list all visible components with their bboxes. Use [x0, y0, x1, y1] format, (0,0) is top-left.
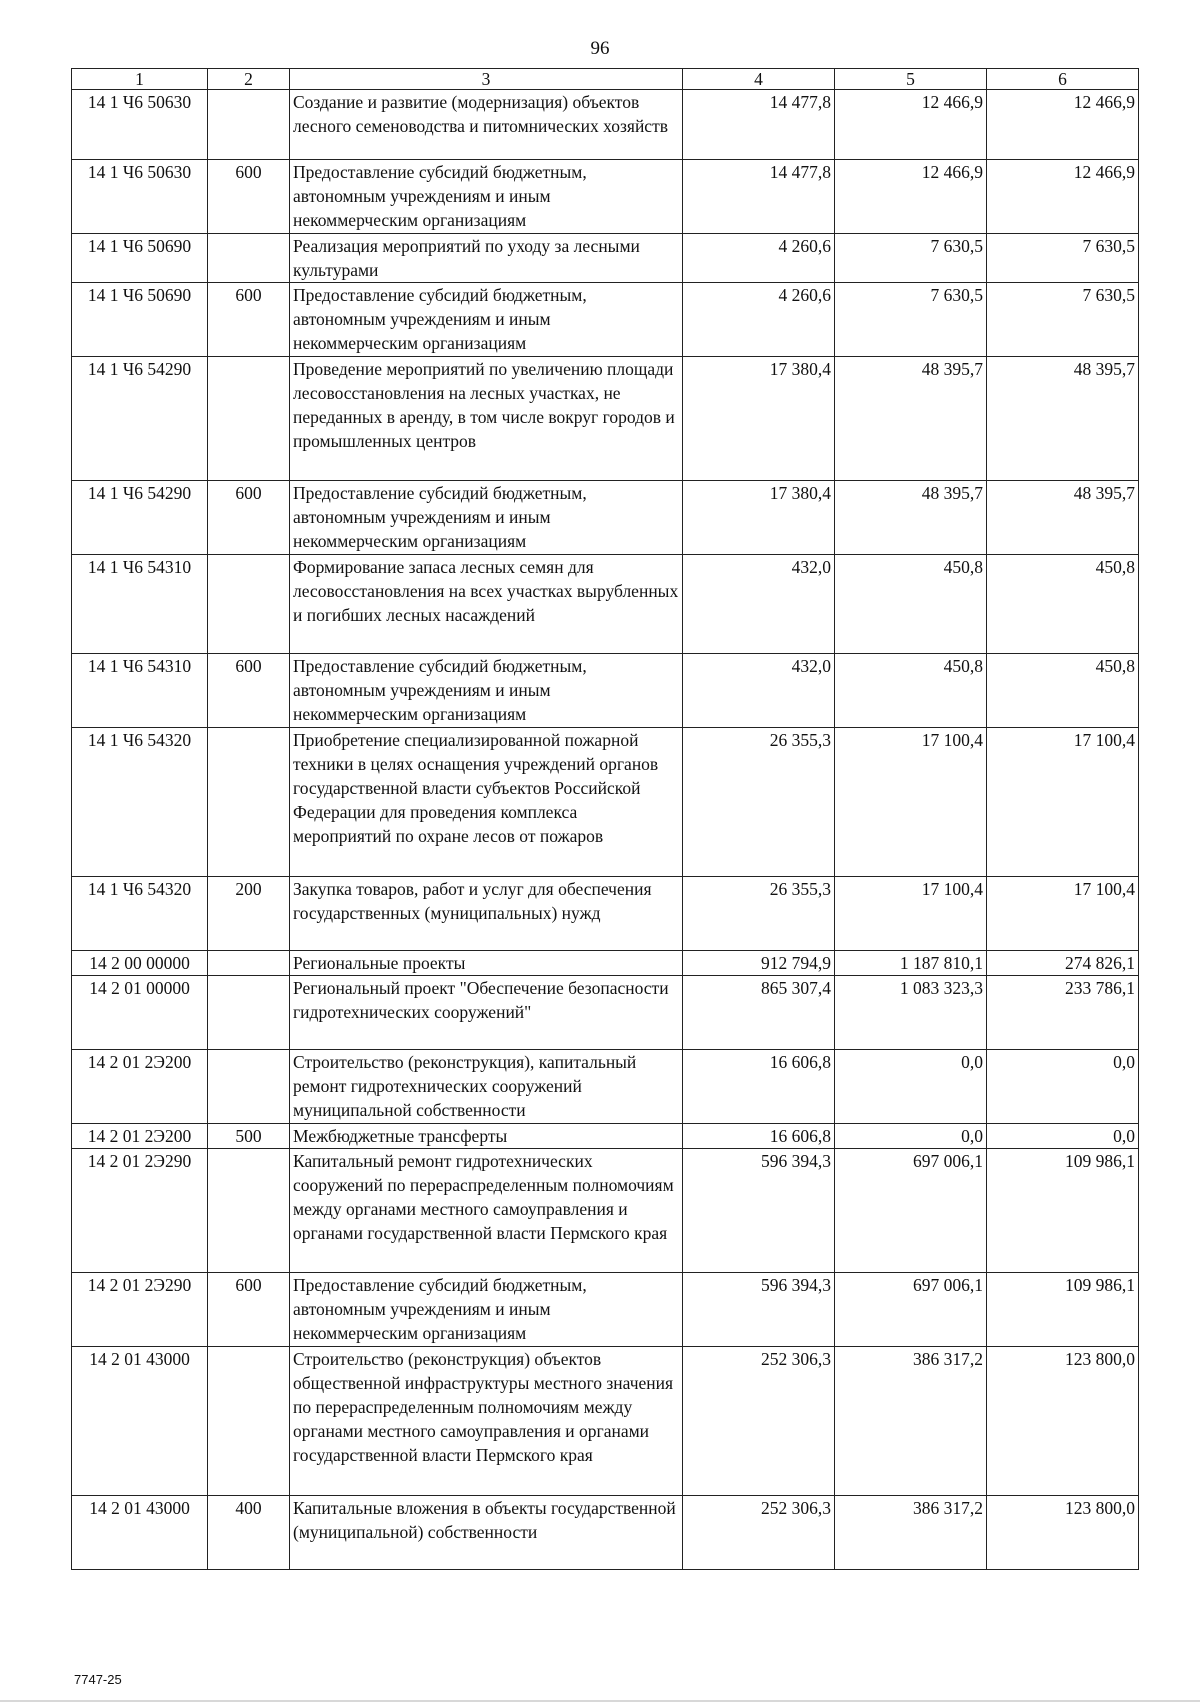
- table-row: [72, 1050, 1139, 1124]
- expense-type-cell: [208, 555, 290, 654]
- amount-cell: 17 380,4: [683, 357, 835, 481]
- amount-cell: 17 100,4: [987, 877, 1139, 951]
- amount-cell: 26 355,3: [683, 728, 835, 877]
- amount-cell: 596 394,3: [683, 1149, 835, 1273]
- expense-code-cell: 14 2 01 43000: [72, 1496, 208, 1570]
- amount-cell: 12 466,9: [987, 160, 1139, 234]
- table-row: [72, 1149, 1139, 1273]
- expense-type-cell: 400: [208, 1496, 290, 1570]
- expense-code-cell: 14 2 01 2Э290: [72, 1273, 208, 1347]
- expense-code-cell: 14 1 Ч6 54290: [72, 481, 208, 555]
- amount-cell: 123 800,0: [987, 1496, 1139, 1570]
- expense-type-cell: 600: [208, 654, 290, 728]
- table-row: [72, 1124, 1139, 1149]
- amount-cell: 17 100,4: [987, 728, 1139, 877]
- table-row: [72, 1273, 1139, 1347]
- amount-cell: 386 317,2: [835, 1347, 987, 1496]
- amount-cell: 697 006,1: [835, 1273, 987, 1347]
- table-row: [72, 654, 1139, 728]
- expense-code-cell: 14 1 Ч6 50630: [72, 160, 208, 234]
- description-cell: Капитальные вложения в объекты государственной (муниципальной) собственности: [290, 1496, 683, 1570]
- expense-code-cell: 14 1 Ч6 54290: [72, 357, 208, 481]
- expense-type-cell: 600: [208, 1273, 290, 1347]
- expense-type-cell: [208, 234, 290, 283]
- amount-cell: 0,0: [987, 1124, 1139, 1149]
- amount-cell: 1 083 323,3: [835, 976, 987, 1050]
- amount-cell: 1 187 810,1: [835, 951, 987, 976]
- amount-cell: 17 100,4: [835, 728, 987, 877]
- amount-cell: 16 606,8: [683, 1050, 835, 1124]
- table-row: [72, 357, 1139, 481]
- table-row: [72, 555, 1139, 654]
- description-cell: Закупка товаров, работ и услуг для обеспечения государственных (муниципальных) нужд: [290, 877, 683, 951]
- amount-cell: 4 260,6: [683, 234, 835, 283]
- expense-type-cell: 600: [208, 283, 290, 357]
- amount-cell: 450,8: [835, 654, 987, 728]
- description-cell: Межбюджетные трансферты: [290, 1124, 683, 1149]
- expense-type-cell: [208, 976, 290, 1050]
- amount-cell: 450,8: [987, 555, 1139, 654]
- expense-code-cell: 14 2 01 2Э200: [72, 1050, 208, 1124]
- page-number: 96: [590, 38, 610, 59]
- scan-bottom-edge: [0, 1700, 1200, 1702]
- table-row: [72, 951, 1139, 976]
- table-row: [72, 160, 1139, 234]
- description-cell: Региональные проекты: [290, 951, 683, 976]
- amount-cell: 432,0: [683, 654, 835, 728]
- table-row: [72, 481, 1139, 555]
- expense-code-cell: 14 2 01 2Э290: [72, 1149, 208, 1273]
- amount-cell: 7 630,5: [835, 234, 987, 283]
- expense-code-cell: 14 1 Ч6 54320: [72, 728, 208, 877]
- expense-type-cell: [208, 90, 290, 160]
- amount-cell: 14 477,8: [683, 160, 835, 234]
- amount-cell: 233 786,1: [987, 976, 1139, 1050]
- amount-cell: 865 307,4: [683, 976, 835, 1050]
- amount-cell: 48 395,7: [835, 357, 987, 481]
- amount-cell: 0,0: [835, 1050, 987, 1124]
- description-cell: Строительство (реконструкция), капитальный ремонт гидротехнических сооружений муниципальной собственности: [290, 1050, 683, 1124]
- amount-cell: 48 395,7: [987, 481, 1139, 555]
- expense-code-cell: 14 2 01 00000: [72, 976, 208, 1050]
- expense-type-cell: 500: [208, 1124, 290, 1149]
- amount-cell: 17 100,4: [835, 877, 987, 951]
- description-cell: Проведение мероприятий по увеличению площади лесовосстановления на лесных участках, не переданных в аренду, в том числе вокруг городов и промышленных центров: [290, 357, 683, 481]
- amount-cell: 7 630,5: [835, 283, 987, 357]
- amount-cell: 26 355,3: [683, 877, 835, 951]
- description-cell: Строительство (реконструкция) объектов общественной инфраструктуры местного значения по перераспределенным полномочиям между органами местного самоуправления и органами государственной власти Пермского края: [290, 1347, 683, 1496]
- amount-cell: 4 260,6: [683, 283, 835, 357]
- amount-cell: 48 395,7: [987, 357, 1139, 481]
- expense-type-cell: [208, 357, 290, 481]
- description-cell: Капитальный ремонт гидротехнических сооружений по перераспределенным полномочиям между органами местного самоуправления и органами государственной власти Пермского края: [290, 1149, 683, 1273]
- description-cell: Предоставление субсидий бюджетным, автономным учреждениям и иным некоммерческим организациям: [290, 481, 683, 555]
- description-cell: Предоставление субсидий бюджетным, автономным учреждениям и иным некоммерческим организациям: [290, 160, 683, 234]
- expense-code-cell: 14 2 00 00000: [72, 951, 208, 976]
- amount-cell: 7 630,5: [987, 283, 1139, 357]
- expense-code-cell: 14 1 Ч6 50690: [72, 234, 208, 283]
- amount-cell: 12 466,9: [835, 160, 987, 234]
- amount-cell: 12 466,9: [835, 90, 987, 160]
- description-cell: Создание и развитие (модернизация) объектов лесного семеноводства и питомнических хозяйств: [290, 90, 683, 160]
- table-row: [72, 877, 1139, 951]
- amount-cell: 450,8: [987, 654, 1139, 728]
- table-row: [72, 728, 1139, 877]
- document-registration-code: 7747-25: [74, 1672, 122, 1687]
- expense-code-cell: 14 1 Ч6 54310: [72, 555, 208, 654]
- amount-cell: 0,0: [835, 1124, 987, 1149]
- expense-code-cell: 14 1 Ч6 50630: [72, 90, 208, 160]
- amount-cell: 432,0: [683, 555, 835, 654]
- expense-type-cell: [208, 1149, 290, 1273]
- column-number-row: [72, 69, 1139, 90]
- amount-cell: 596 394,3: [683, 1273, 835, 1347]
- amount-cell: 16 606,8: [683, 1124, 835, 1149]
- description-cell: Региональный проект "Обеспечение безопасности гидротехнических сооружений": [290, 976, 683, 1050]
- amount-cell: 12 466,9: [987, 90, 1139, 160]
- column-header: 4: [683, 69, 835, 90]
- amount-cell: 14 477,8: [683, 90, 835, 160]
- description-cell: Предоставление субсидий бюджетным, автономным учреждениям и иным некоммерческим организациям: [290, 1273, 683, 1347]
- amount-cell: 252 306,3: [683, 1347, 835, 1496]
- amount-cell: 912 794,9: [683, 951, 835, 976]
- amount-cell: 450,8: [835, 555, 987, 654]
- column-header: 3: [290, 69, 683, 90]
- table-row: [72, 90, 1139, 160]
- amount-cell: 48 395,7: [835, 481, 987, 555]
- expense-type-cell: [208, 728, 290, 877]
- column-header: 1: [72, 69, 208, 90]
- description-cell: Приобретение специализированной пожарной техники в целях оснащения учреждений органов государственной власти субъектов Российской Федерации для проведения комплекса мероприятий по охране лесов от пожаров: [290, 728, 683, 877]
- budget-table: [71, 68, 1139, 1570]
- amount-cell: 274 826,1: [987, 951, 1139, 976]
- table-row: [72, 283, 1139, 357]
- expense-type-cell: [208, 951, 290, 976]
- column-header: 2: [208, 69, 290, 90]
- column-header: 5: [835, 69, 987, 90]
- amount-cell: 386 317,2: [835, 1496, 987, 1570]
- table-row: [72, 1496, 1139, 1570]
- expense-code-cell: 14 1 Ч6 54310: [72, 654, 208, 728]
- description-cell: Реализация мероприятий по уходу за лесными культурами: [290, 234, 683, 283]
- expense-type-cell: 200: [208, 877, 290, 951]
- expense-type-cell: [208, 1347, 290, 1496]
- description-cell: Формирование запаса лесных семян для лесовосстановления на всех участках вырубленных и погибших лесных насаждений: [290, 555, 683, 654]
- amount-cell: 123 800,0: [987, 1347, 1139, 1496]
- amount-cell: 17 380,4: [683, 481, 835, 555]
- expense-type-cell: 600: [208, 160, 290, 234]
- table-row: [72, 234, 1139, 283]
- amount-cell: 109 986,1: [987, 1149, 1139, 1273]
- amount-cell: 0,0: [987, 1050, 1139, 1124]
- amount-cell: 109 986,1: [987, 1273, 1139, 1347]
- amount-cell: 697 006,1: [835, 1149, 987, 1273]
- expense-type-cell: 600: [208, 481, 290, 555]
- description-cell: Предоставление субсидий бюджетным, автономным учреждениям и иным некоммерческим организациям: [290, 283, 683, 357]
- expense-type-cell: [208, 1050, 290, 1124]
- table-row: [72, 1347, 1139, 1496]
- table-row: [72, 976, 1139, 1050]
- amount-cell: 252 306,3: [683, 1496, 835, 1570]
- expense-code-cell: 14 2 01 43000: [72, 1347, 208, 1496]
- expense-code-cell: 14 1 Ч6 50690: [72, 283, 208, 357]
- column-header: 6: [987, 69, 1139, 90]
- expense-code-cell: 14 2 01 2Э200: [72, 1124, 208, 1149]
- description-cell: Предоставление субсидий бюджетным, автономным учреждениям и иным некоммерческим организациям: [290, 654, 683, 728]
- expense-code-cell: 14 1 Ч6 54320: [72, 877, 208, 951]
- amount-cell: 7 630,5: [987, 234, 1139, 283]
